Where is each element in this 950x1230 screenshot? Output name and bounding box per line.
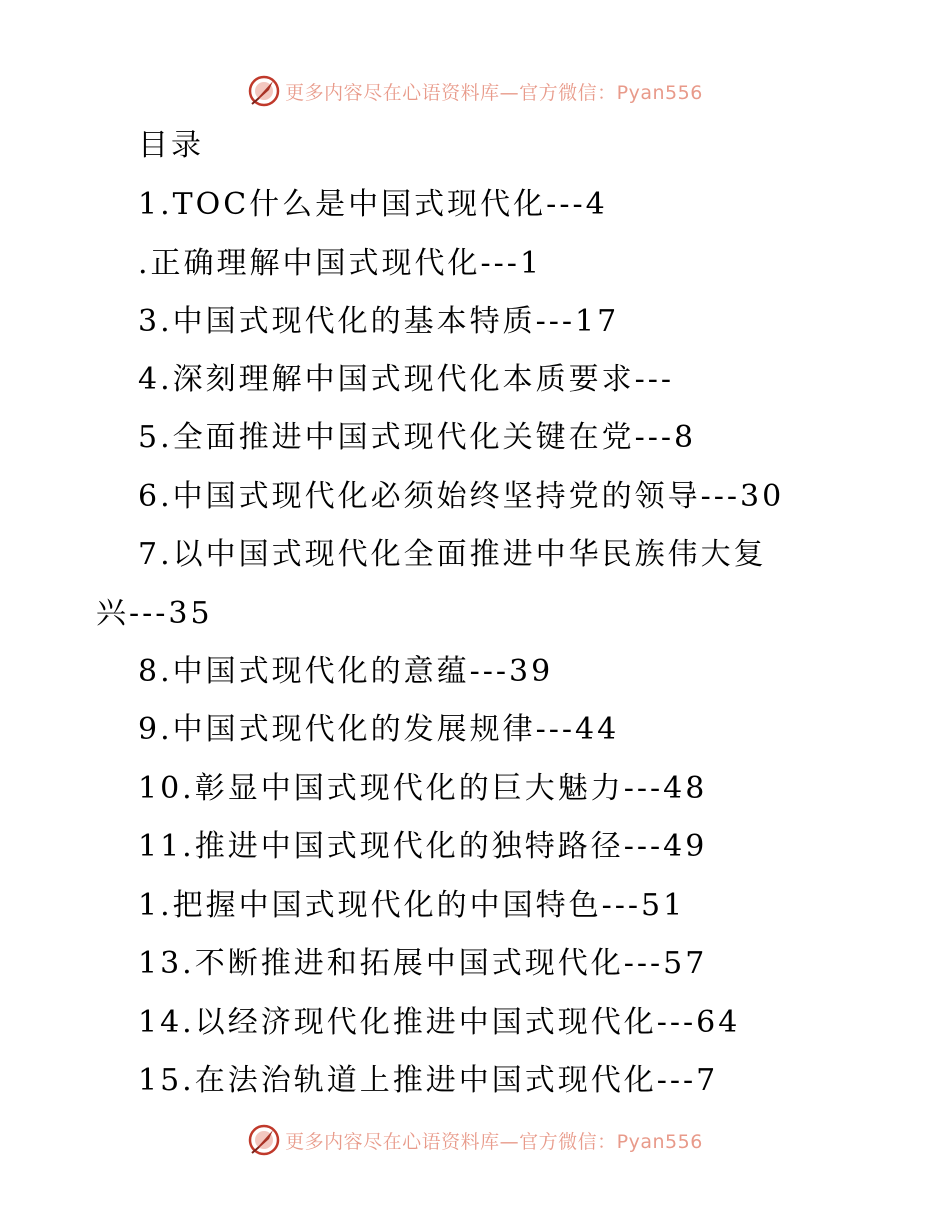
footer-watermark bbox=[0, 1120, 950, 1160]
toc-entry: 4.深刻理解中国式现代化本质要求--- bbox=[138, 362, 675, 397]
toc-entry-continued: 兴---35 bbox=[96, 596, 213, 631]
toc-entry: 3.中国式现代化的基本特质---17 bbox=[138, 304, 620, 339]
toc-entry: 14.以经济现代化推进中国式现代化---64 bbox=[138, 1005, 741, 1040]
toc-entry: 6.中国式现代化必须始终坚持党的领导---30 bbox=[138, 479, 785, 514]
watermark-text: 更多内容尽在心语资料库—官方微信：Pyan556 bbox=[285, 1130, 703, 1153]
toc-entry: 7.以中国式现代化全面推进中华民族伟大复 bbox=[138, 537, 767, 572]
toc-title: 目录 bbox=[138, 128, 204, 163]
toc-entry: .正确理解中国式现代化---1 bbox=[138, 246, 543, 281]
toc-entry: 1.TOC什么是中国式现代化---4 bbox=[138, 187, 608, 222]
watermark-text: 更多内容尽在心语资料库—官方微信：Pyan556 bbox=[285, 81, 703, 104]
quill-pen-logo-icon bbox=[247, 1123, 281, 1157]
toc-entry: 5.全面推进中国式现代化关键在党---8 bbox=[138, 420, 697, 455]
toc-entry: 15.在法治轨道上推进中国式现代化---7 bbox=[138, 1063, 719, 1098]
toc-entry: 9.中国式现代化的发展规律---44 bbox=[138, 712, 620, 747]
toc-entry: 8.中国式现代化的意蕴---39 bbox=[138, 654, 554, 689]
toc-entry: 13.不断推进和拓展中国式现代化---57 bbox=[138, 946, 708, 981]
toc-entry: 11.推进中国式现代化的独特路径---49 bbox=[138, 829, 708, 864]
toc-entry: 1.把握中国式现代化的中国特色---51 bbox=[138, 888, 686, 923]
toc-entry: 10.彰显中国式现代化的巨大魅力---48 bbox=[138, 771, 708, 806]
